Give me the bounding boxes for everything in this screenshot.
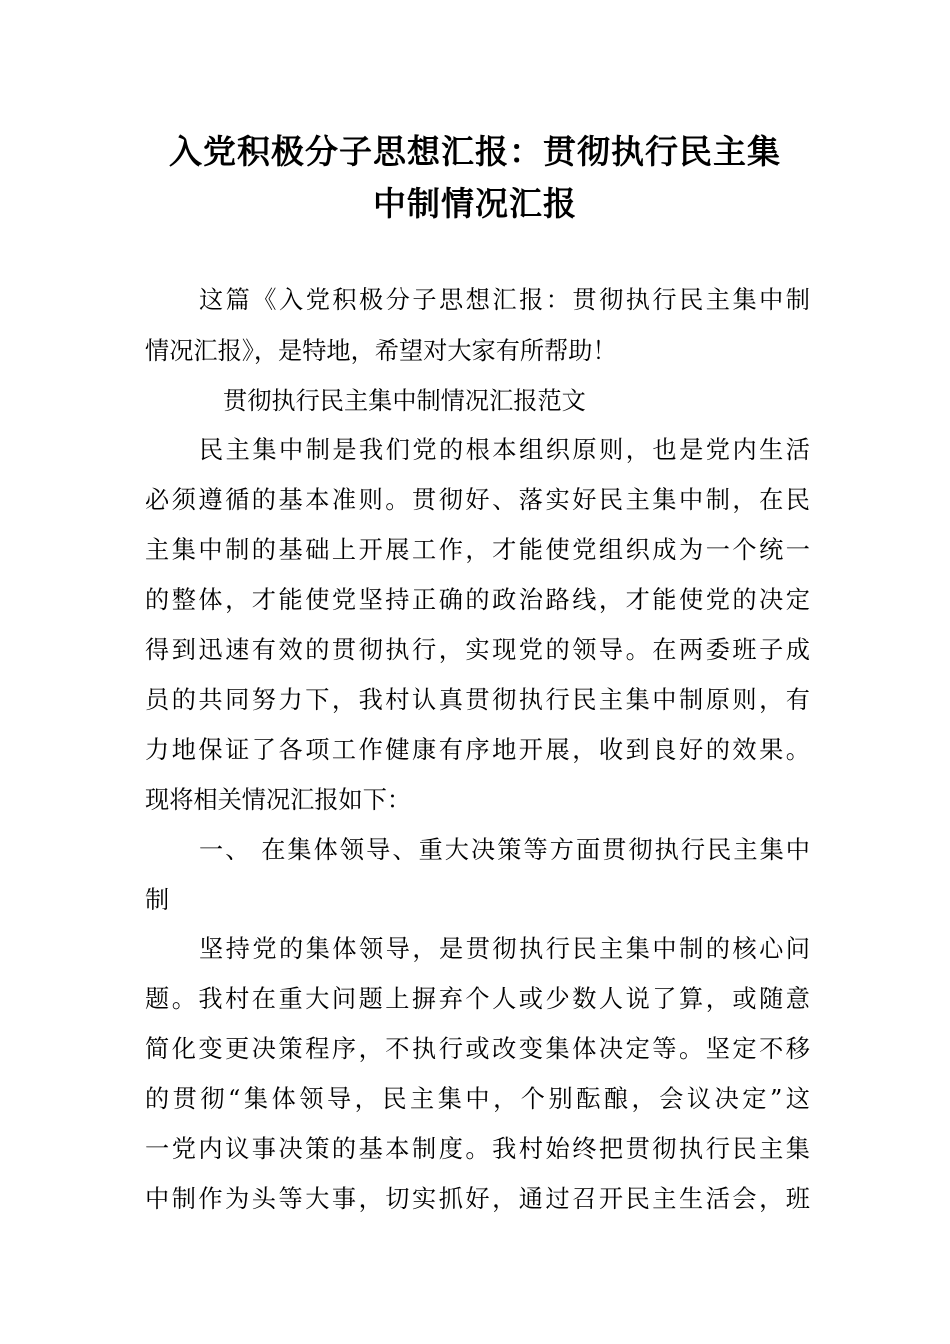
document-title-line-1: 入党积极分子思想汇报：贯彻执行民主集 [169,132,781,171]
document-title-line-2: 中制情况汇报 [373,184,577,223]
body-line: 的贯彻“集体领导，民主集中，个别酝酿，会议决定”这 [145,1085,810,1113]
body-line: 简化变更决策程序，不执行或改变集体决定等。坚定不移 [145,1035,810,1063]
body-line: 题。我村在重大问题上摒弃个人或少数人说了算，或随意 [145,985,810,1013]
body-line: 情况汇报》，是特地，希望对大家有所帮助！ [145,337,617,365]
body-line: 必须遵循的基本准则。贯彻好、落实好民主集中制，在民 [145,486,810,514]
body-line: 得到迅速有效的贯彻执行，实现党的领导。在两委班子成 [145,636,810,664]
section-heading-line: 一、 在集体领导、重大决策等方面贯彻执行民主集中 [199,836,810,864]
body-line: 主集中制的基础上开展工作，才能使党组织成为一个统一 [145,536,810,564]
body-line: 这篇《入党积极分子思想汇报：贯彻执行民主集中制 [199,286,810,314]
section-heading-line: 制 [145,886,170,914]
body-line: 民主集中制是我们党的根本组织原则，也是党内生活 [199,436,810,464]
body-line: 力地保证了各项工作健康有序地开展，收到良好的效果。 [145,736,810,764]
body-line: 中制作为头等大事，切实抓好，通过召开民主生活会，班 [145,1185,810,1213]
body-line: 坚持党的集体领导，是贯彻执行民主集中制的核心问 [199,935,810,963]
body-line: 的整体，才能使党坚持正确的政治路线，才能使党的决定 [145,586,810,614]
subtitle-line: 贯彻执行民主集中制情况汇报范文 [223,387,586,415]
body-line: 员的共同努力下，我村认真贯彻执行民主集中制原则，有 [145,686,810,714]
body-line: 一党内议事决策的基本制度。我村始终把贯彻执行民主集 [145,1135,810,1163]
body-line: 现将相关情况汇报如下： [145,786,412,814]
